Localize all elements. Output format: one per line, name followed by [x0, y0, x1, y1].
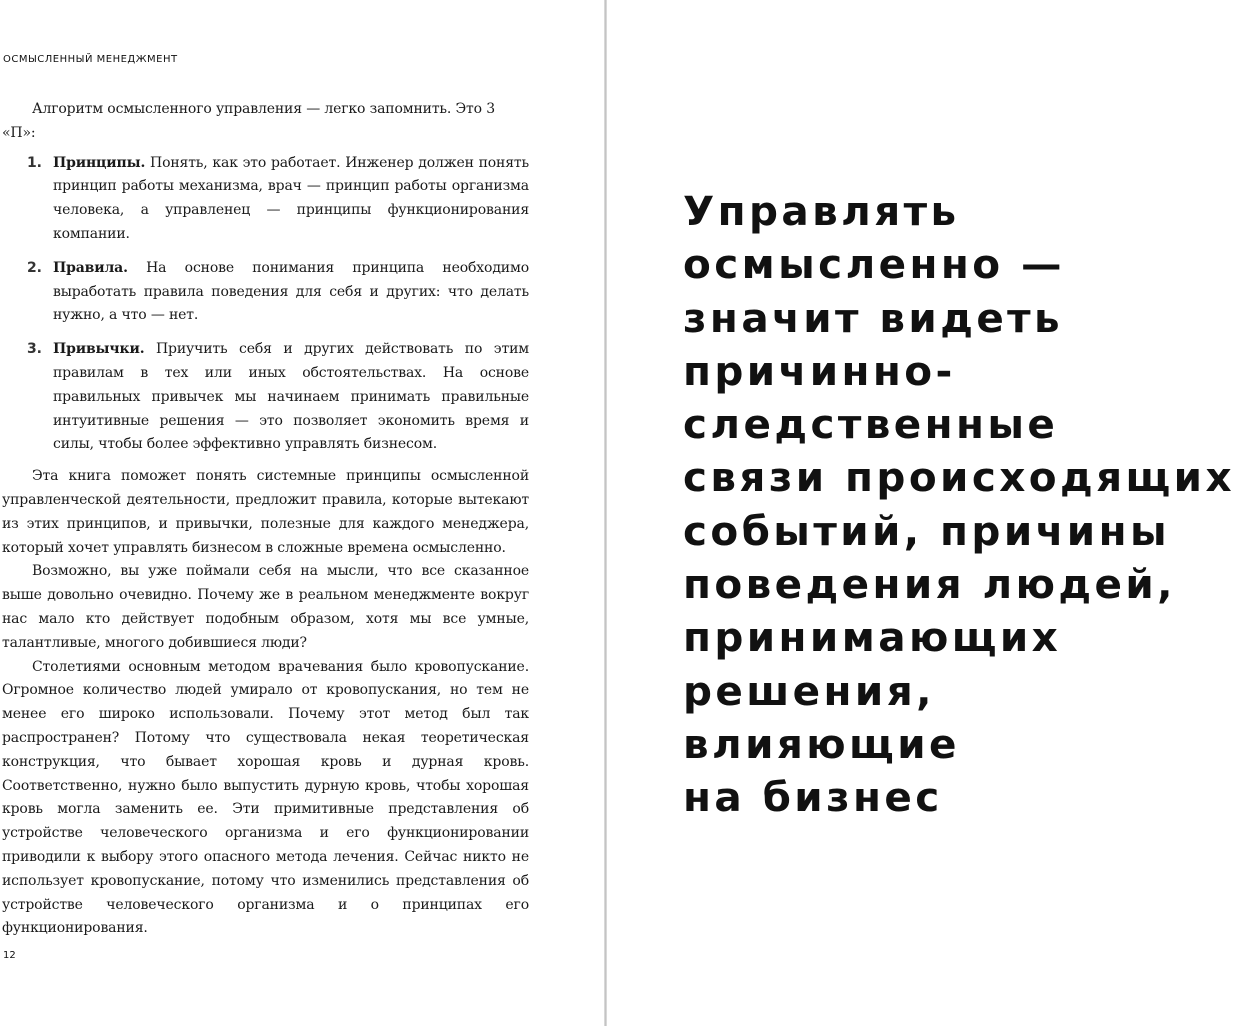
list-item-number: 3.	[27, 341, 42, 358]
list-item-text: На основе понимания принципа необходимо выработать правила поведения для себя и других: что делать нужно, а что — нет.	[53, 259, 529, 324]
right-page	[607, 0, 1256, 1026]
body-paragraph: Эта книга поможет понять системные принципы осмысленной управленческой деятельности, предложит правила, которые вытекают из этих принципов, и привычки, полезные для каждого менеджера, который хочет управлять бизнесом в сложные времена осмысленно.	[2, 468, 529, 556]
list-item-number: 2.	[27, 259, 42, 276]
list-item-text: Приучить себя и других действовать по этим правилам в тех или иных обстоятельствах. На основе правильных привычек мы начинаем принимать правильные интуитивные решения — это позволяет экономить время и силы, чтобы более эффективно управлять бизнесом.	[53, 341, 529, 453]
body-paragraph: Столетиями основным методом врачевания было кровопускание. Огромное количество людей умирало от кровопускания, но тем не менее его широко использовали. Почему этот метод был так распространен? Потому что существовала некая теоретическая конструкция, что бывает хорошая кровь и дурная кровь. Соответственно, нужно было выпустить дурную кровь, чтобы хорошая кровь могла заменить ее. Эти примитивные представления об устройстве человеческого организма и его функционировании приводили к выбору этого опасного метода лечения. Сейчас никто не использует кровопускание, потому что изменились представления об устройстве человеческого организма и о принципах его функционирования.	[2, 658, 529, 937]
list-item	[2, 152, 529, 247]
body-paragraph: Возможно, вы уже поймали себя на мысли, что все сказанное выше довольно очевидно. Почему же в реальном менеджменте вокруг нас мало кто действует подобным образом, хотя мы все умные, талантливые, многого добившиеся люди?	[2, 563, 529, 651]
intro-paragraph: Алгоритм осмысленного управления — легко запомнить. Это 3 «П»:	[2, 101, 495, 141]
principles-list	[2, 152, 529, 458]
list-item-number: 1.	[27, 154, 42, 171]
list-item-term: Привычки.	[53, 341, 145, 358]
list-item-term: Принципы.	[53, 154, 146, 171]
list-item-text: Понять, как это работает. Инженер должен понять принцип работы механизма, врач — принцип работы организма человека, а управленец — принципы функционирования компании.	[53, 154, 529, 242]
list-item	[2, 257, 529, 328]
body-text	[2, 98, 529, 941]
list-item	[2, 338, 529, 457]
list-item-term: Правила.	[53, 259, 128, 276]
left-page	[0, 0, 606, 1026]
page-number: 12	[3, 950, 16, 961]
pull-quote: Управлять осмысленно — значит видеть причинно- следственные связи происходящих событий, причины поведения людей, принимающих решения, влияющие на бизнес	[683, 187, 1235, 822]
running-head: ОСМЫСЛЕННЫЙ МЕНЕДЖМЕНТ	[3, 54, 178, 65]
